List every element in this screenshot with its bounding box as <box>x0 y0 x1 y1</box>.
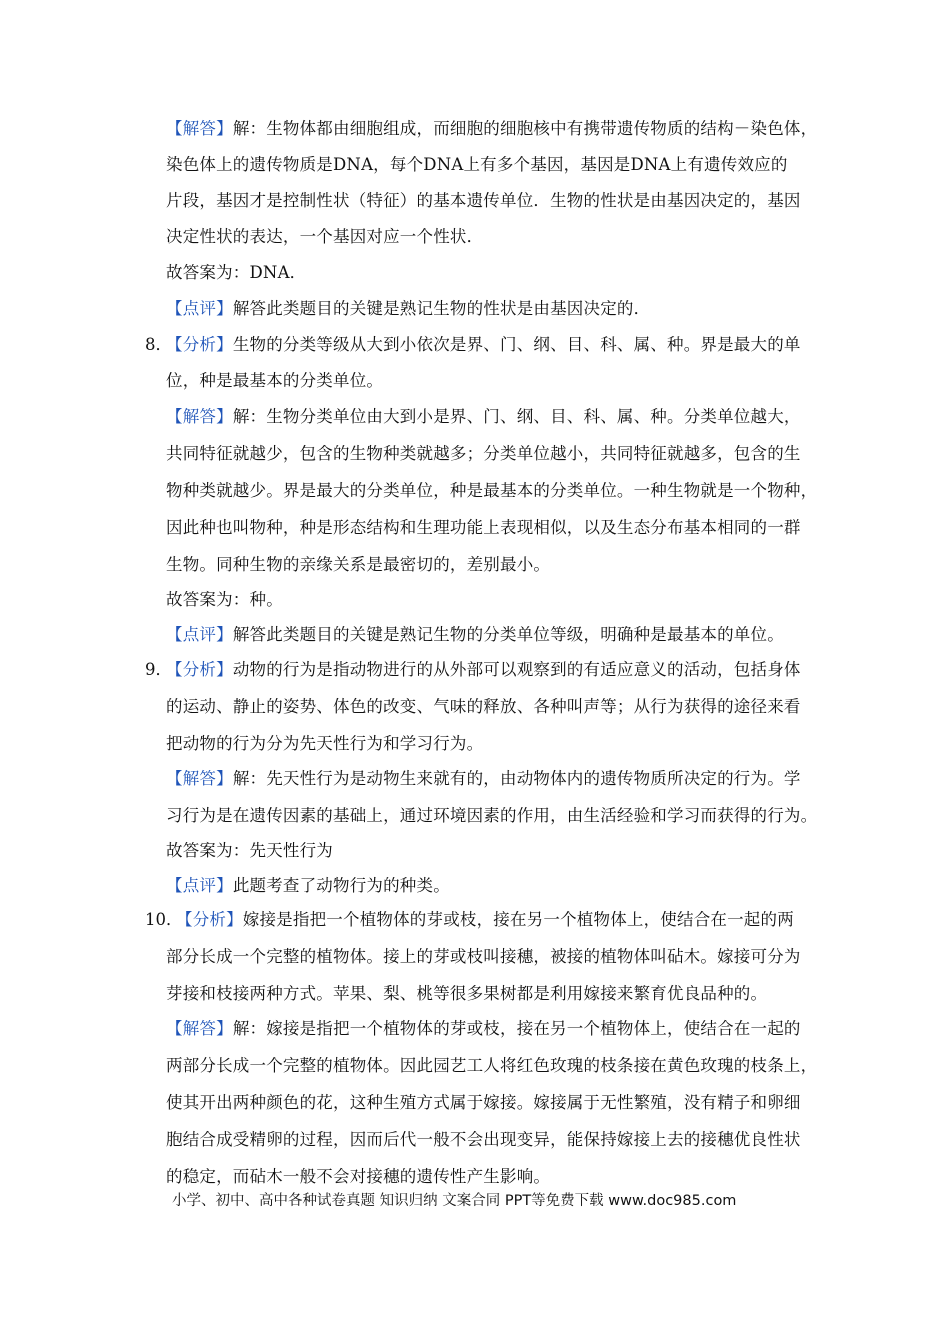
answer-line: 【解答】解：嫁接是指把一个植物体的芽或枝，接在另一个植物体上，使结合在一起的 <box>166 1019 801 1038</box>
answer-line: 的稳定，而砧木一般不会对接穗的遗传性产生影响。 <box>166 1167 551 1186</box>
analysis-line: 芽接和枝接两种方式。苹果、梨、桃等很多果树都是利用嫁接来繁育优良品种的。 <box>166 984 768 1003</box>
analysis-line: 【分析】生物的分类等级从大到小依次是界、门、纲、目、科、属、种。界是最大的单 <box>166 335 801 354</box>
answer-tag: 【解答】 <box>166 1019 233 1038</box>
answer-line: 使其开出两种颜色的花，这种生殖方式属于嫁接。嫁接属于无性繁殖，没有精子和卵细 <box>166 1093 801 1112</box>
analysis-line: 位，种是最基本的分类单位。 <box>166 371 384 390</box>
analysis-tag: 【分析】 <box>166 335 233 354</box>
answer-line: 片段，基因才是控制性状（特征）的基本遗传单位．生物的性状是由基因决定的，基因 <box>166 191 801 210</box>
answer-line: 染色体上的遗传物质是DNA，每个DNA上有多个基因，基因是DNA上有遗传效应的 <box>166 155 788 174</box>
analysis-line: 的运动、静止的姿势、体色的改变、气味的释放、各种叫声等；从行为获得的途径来看 <box>166 697 801 716</box>
analysis-tag: 【分析】 <box>176 910 243 929</box>
answer-tag: 【解答】 <box>166 769 233 788</box>
answer-tag: 【解答】 <box>166 407 233 426</box>
question-number: 8． <box>145 335 172 354</box>
review-tag: 【点评】 <box>166 876 233 895</box>
answer-line: 【解答】解：先天性行为是动物生来就有的，由动物体内的遗传物质所决定的行为。学 <box>166 769 801 788</box>
question-number: 9． <box>145 660 172 679</box>
analysis-line: 【分析】动物的行为是指动物进行的从外部可以观察到的有适应意义的活动，包括身体 <box>166 660 801 679</box>
review-line: 【点评】解答此类题目的关键是熟记生物的分类单位等级，明确种是最基本的单位。 <box>166 625 784 644</box>
answer-line: 【解答】解：生物分类单位由大到小是界、门、纲、目、科、属、种。分类单位越大， <box>166 407 801 426</box>
result-line: 故答案为：种。 <box>166 590 283 609</box>
review-tag: 【点评】 <box>166 299 233 318</box>
answer-line: 因此种也叫物种，种是形态结构和生理功能上表现相似，以及生态分布基本相同的一群 <box>166 518 801 537</box>
review-line: 【点评】此题考查了动物行为的种类。 <box>166 876 450 895</box>
page-footer: 小学、初中、高中各种试卷真题 知识归纳 文案合同 PPT等免费下载 www.doc985.com <box>172 1193 737 1209</box>
answer-line: 胞结合成受精卵的过程，因而后代一般不会出现变异，能保持嫁接上去的接穗优良性状 <box>166 1130 801 1149</box>
question-number: 10． <box>145 910 183 929</box>
analysis-line: 【分析】嫁接是指把一个植物体的芽或枝，接在另一个植物体上，使结合在一起的两 <box>176 910 794 929</box>
review-tag: 【点评】 <box>166 625 233 644</box>
result-line: 故答案为：先天性行为 <box>166 841 333 860</box>
review-line: 【点评】解答此类题目的关键是熟记生物的性状是由基因决定的． <box>166 299 651 318</box>
answer-line: 共同特征就越少，包含的生物种类就越多；分类单位越小，共同特征就越多，包含的生 <box>166 444 801 463</box>
answer-line: 物种类就越少。界是最大的分类单位，种是最基本的分类单位。一种生物就是一个物种， <box>166 481 818 500</box>
answer-line: 生物。同种生物的亲缘关系是最密切的，差别最小。 <box>166 555 551 574</box>
answer-line: 习行为是在遗传因素的基础上，通过环境因素的作用，由生活经验和学习而获得的行为。 <box>166 806 818 825</box>
answer-tag: 【解答】 <box>166 119 233 138</box>
result-line: 故答案为：DNA． <box>166 263 307 282</box>
answer-line: 【解答】解：生物体都由细胞组成，而细胞的细胞核中有携带遗传物质的结构－染色体， <box>166 119 818 138</box>
answer-line: 决定性状的表达，一个基因对应一个性状． <box>166 227 484 246</box>
answer-line: 两部分长成一个完整的植物体。因此园艺工人将红色玫瑰的枝条接在黄色玫瑰的枝条上， <box>166 1056 818 1075</box>
analysis-line: 把动物的行为分为先天性行为和学习行为。 <box>166 734 484 753</box>
analysis-tag: 【分析】 <box>166 660 233 679</box>
analysis-line: 部分长成一个完整的植物体。接上的芽或枝叫接穗，被接的植物体叫砧木。嫁接可分为 <box>166 947 801 966</box>
